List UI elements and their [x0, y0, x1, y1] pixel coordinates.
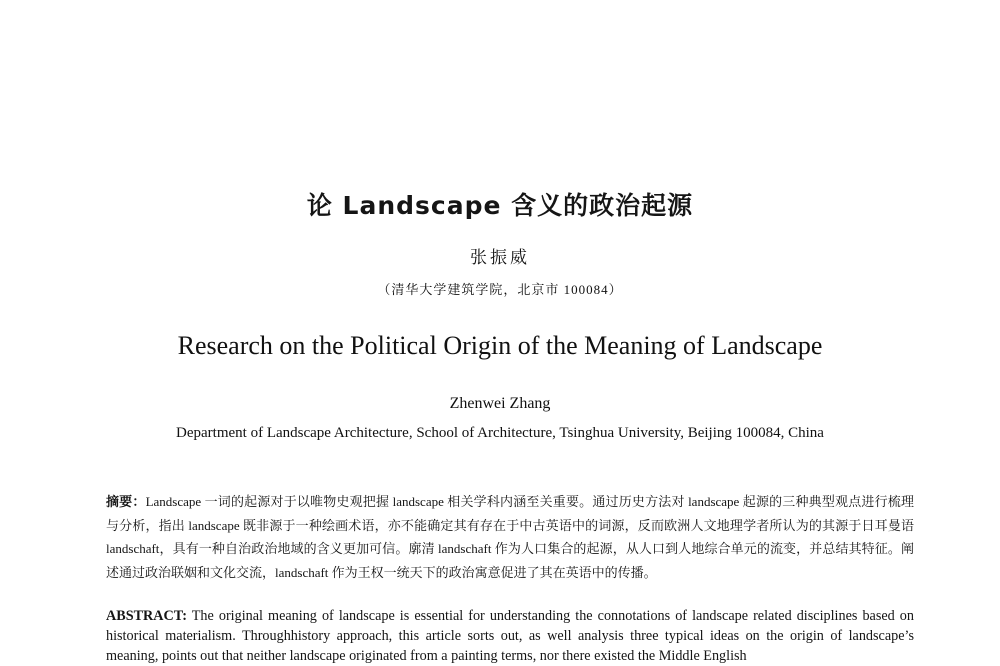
english-abstract-label: ABSTRACT:	[106, 608, 187, 624]
chinese-abstract	[106, 490, 914, 584]
chinese-affiliation: （清华大学建筑学院，北京市 100084）	[377, 282, 623, 297]
chinese-abstract-text: Landscape 一词的起源对于以唯物史观把握 landscape 相关学科内涵至关重要。通过历史方法对 landscape 起源的三种典型观点进行梳理与分析，指出 landscape 既非源于一种绘画术语，亦不能确定其有存在于中古英语中的词源，反而欧洲人文地理学者所认为的其源于日耳曼语 landschaft，具有一种自治政治地域的含义更加可信。廓清 landschaft 作为人口集合的起源，从人口到人地综合单元的流变，并总结其特征。阐述通过政治联姻和文化交流，landschaft 作为王权一统天下的政治寓意促进了其在英语中的传播。	[106, 494, 914, 580]
chinese-abstract-label: 摘要：	[106, 494, 146, 509]
english-title: Research on the Political Origin of the Meaning of Landscape	[177, 331, 823, 360]
english-author: Zhenwei Zhang	[449, 395, 551, 412]
chinese-title: 论 Landscape 含义的政治起源	[306, 191, 694, 220]
english-affiliation: Department of Landscape Architecture, School of Architecture, Tsinghua University, Beijing 100084, China	[176, 425, 824, 441]
english-abstract-text: The original meaning of landscape is essential for understanding the connotations of landscape related disciplines based on historical materialism. Throughhistory approach, this article sorts out, as well analysis three typical ideas on the origin of landscape’s meaning, points out that neither landscape originated from a painting terms, nor there existed the Middle English	[106, 608, 914, 664]
english-abstract	[106, 606, 914, 666]
chinese-author: 张振威	[470, 248, 530, 267]
